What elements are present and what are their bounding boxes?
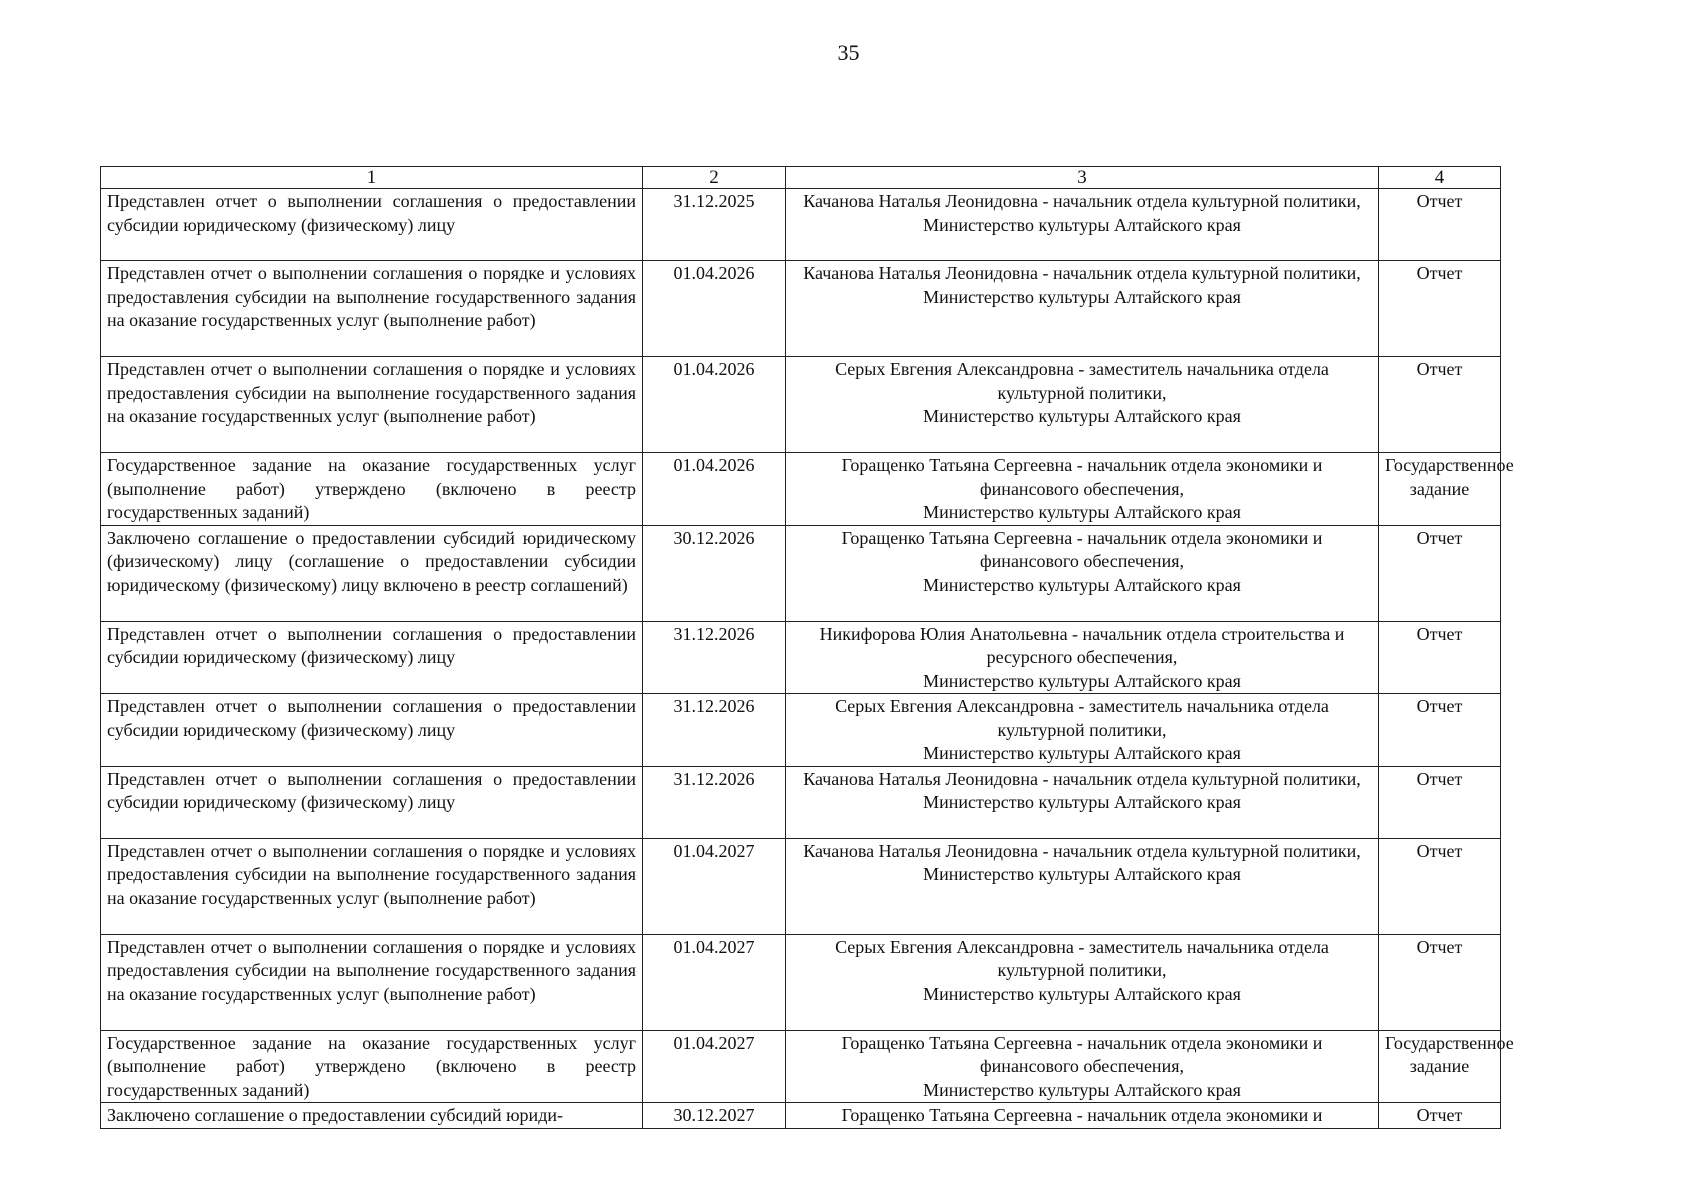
plan-table (100, 166, 1514, 1129)
event-cell: Заключено соглашение о предоставлении субсидий юриди- (101, 1103, 643, 1129)
date-cell: 01.04.2026 (643, 453, 786, 526)
event-cell: Представлен отчет о выполнении соглашения о порядке и условиях предоставления субсидии на выполнение государственного задания на оказание государственных услуг (выполнение работ) (101, 357, 643, 453)
responsible-cell (786, 621, 1379, 694)
column-header-1: 1 (101, 167, 643, 189)
date-cell: 31.12.2026 (643, 694, 786, 767)
date-cell: 01.04.2026 (643, 261, 786, 357)
responsible-cell (786, 934, 1379, 1030)
document-kind-cell: Государственное задание (1379, 1030, 1501, 1103)
responsible-cell (786, 261, 1379, 357)
event-cell: Заключено соглашение о предоставлении субсидий юридическому (физическому) лицу (соглашение о предоставлении субсидии юридическому (физическому) лицу включено в реестр соглашений) (101, 525, 643, 621)
document-kind-cell: Отчет (1379, 357, 1501, 453)
date-cell: 01.04.2027 (643, 1030, 786, 1103)
responsible-line: Качанова Наталья Леонидовна - начальник отдела культурной политики, (803, 191, 1361, 211)
responsible-line: Министерство культуры Алтайского края (923, 1079, 1241, 1100)
document-kind-cell: Отчет (1379, 189, 1501, 261)
table-row (101, 357, 1501, 453)
event-cell: Представлен отчет о выполнении соглашения о порядке и условиях предоставления субсидии на выполнение государственного задания на оказание государственных услуг (выполнение работ) (101, 261, 643, 357)
table-row (101, 621, 1501, 694)
event-cell: Представлен отчет о выполнении соглашения о предоставлении субсидии юридическому (физическому) лицу (101, 189, 643, 261)
date-cell: 30.12.2027 (643, 1103, 786, 1129)
table-row (101, 934, 1501, 1030)
event-cell: Представлен отчет о выполнении соглашения о предоставлении субсидии юридическому (физическому) лицу (101, 621, 643, 694)
responsible-line: Серых Евгения Александровна - заместитель начальника отдела культурной политики, (835, 359, 1329, 403)
date-cell: 31.12.2025 (643, 189, 786, 261)
table-row (101, 453, 1501, 526)
table-row (101, 261, 1501, 357)
responsible-line: Министерство культуры Алтайского края (923, 214, 1241, 235)
responsible-line: Министерство культуры Алтайского края (923, 864, 1241, 884)
date-cell: 31.12.2026 (643, 621, 786, 694)
table-row (101, 694, 1501, 767)
event-cell: Представлен отчет о выполнении соглашения о порядке и условиях предоставления субсидии на выполнение государственного задания на оказание государственных услуг (выполнение работ) (101, 838, 643, 934)
responsible-line: Министерство культуры Алтайского края (923, 743, 1241, 763)
date-cell: 01.04.2026 (643, 357, 786, 453)
responsible-line: Министерство культуры Алтайского края (923, 502, 1241, 522)
responsible-cell (786, 453, 1379, 526)
responsible-line: Горащенко Татьяна Сергеевна - начальник отдела экономики и финансового обеспечения, (841, 527, 1323, 571)
responsible-line: Серых Евгения Александровна - заместитель начальника отдела культурной политики, (835, 936, 1329, 980)
document-kind-cell: Отчет (1379, 525, 1501, 621)
event-cell: Представлен отчет о выполнении соглашения о предоставлении субсидии юридическому (физическому) лицу (101, 694, 643, 767)
column-header-3: 3 (786, 167, 1379, 189)
table-row (101, 189, 1501, 261)
document-kind-cell: Отчет (1379, 621, 1501, 694)
page-number: 35 (837, 40, 860, 65)
document-kind-cell: Отчет (1379, 261, 1501, 357)
responsible-line: Горащенко Татьяна Сергеевна - начальник отдела экономики и финансового обеспечения, (841, 1032, 1323, 1076)
document-kind-cell: Государственное задание (1379, 453, 1501, 526)
responsible-line: Министерство культуры Алтайского края (923, 406, 1241, 426)
responsible-line: Горащенко Татьяна Сергеевна - начальник отдела экономики и (841, 1105, 1323, 1125)
document-kind-cell: Отчет (1379, 694, 1501, 767)
event-cell: Государственное задание на оказание государственных услуг (выполнение работ) утверждено (включено в реестр государственных заданий) (101, 453, 643, 526)
date-cell: 01.04.2027 (643, 838, 786, 934)
responsible-line: Горащенко Татьяна Сергеевна - начальник отдела экономики и финансового обеспечения, (841, 455, 1323, 499)
responsible-cell (786, 766, 1379, 838)
document-kind-cell: Отчет (1379, 934, 1501, 1030)
responsible-line: Министерство культуры Алтайского края (923, 983, 1241, 1004)
responsible-line: Министерство культуры Алтайского края (923, 670, 1241, 691)
column-header-2: 2 (643, 167, 786, 189)
table-row (101, 1030, 1501, 1103)
responsible-line: Министерство культуры Алтайского края (923, 574, 1241, 595)
responsible-cell (786, 1030, 1379, 1103)
table-row (101, 1103, 1501, 1129)
table-row (101, 838, 1501, 934)
responsible-cell (786, 1103, 1379, 1129)
document-kind-cell: Отчет (1379, 1103, 1501, 1129)
responsible-line: Качанова Наталья Леонидовна - начальник отдела культурной политики, (803, 840, 1361, 861)
responsible-cell (786, 838, 1379, 934)
responsible-line: Никифорова Юлия Анатольевна - начальник отдела строительства и ресурсного обеспечения, (819, 623, 1345, 667)
responsible-line: Министерство культуры Алтайского края (923, 792, 1241, 812)
responsible-line: Министерство культуры Алтайского края (923, 286, 1241, 307)
responsible-line: Качанова Наталья Леонидовна - начальник отдела культурной политики, (803, 263, 1361, 283)
event-cell: Представлен отчет о выполнении соглашения о предоставлении субсидии юридическому (физическому) лицу (101, 766, 643, 838)
column-header-4: 4 (1379, 167, 1501, 189)
event-cell: Представлен отчет о выполнении соглашения о порядке и условиях предоставления субсидии на выполнение государственного задания на оказание государственных услуг (выполнение работ) (101, 934, 643, 1030)
table-row (101, 525, 1501, 621)
date-cell: 31.12.2026 (643, 766, 786, 838)
responsible-line: Качанова Наталья Леонидовна - начальник отдела культурной политики, (803, 768, 1361, 789)
responsible-cell (786, 525, 1379, 621)
table-header-row (101, 167, 1501, 189)
document-kind-cell: Отчет (1379, 838, 1501, 934)
responsible-cell (786, 357, 1379, 453)
date-cell: 30.12.2026 (643, 525, 786, 621)
responsible-cell (786, 189, 1379, 261)
responsible-line: Серых Евгения Александровна - заместитель начальника отдела культурной политики, (835, 696, 1329, 740)
responsible-cell (786, 694, 1379, 767)
event-cell: Государственное задание на оказание государственных услуг (выполнение работ) утверждено (включено в реестр государственных заданий) (101, 1030, 643, 1103)
document-kind-cell: Отчет (1379, 766, 1501, 838)
table-row (101, 766, 1501, 838)
date-cell: 01.04.2027 (643, 934, 786, 1030)
